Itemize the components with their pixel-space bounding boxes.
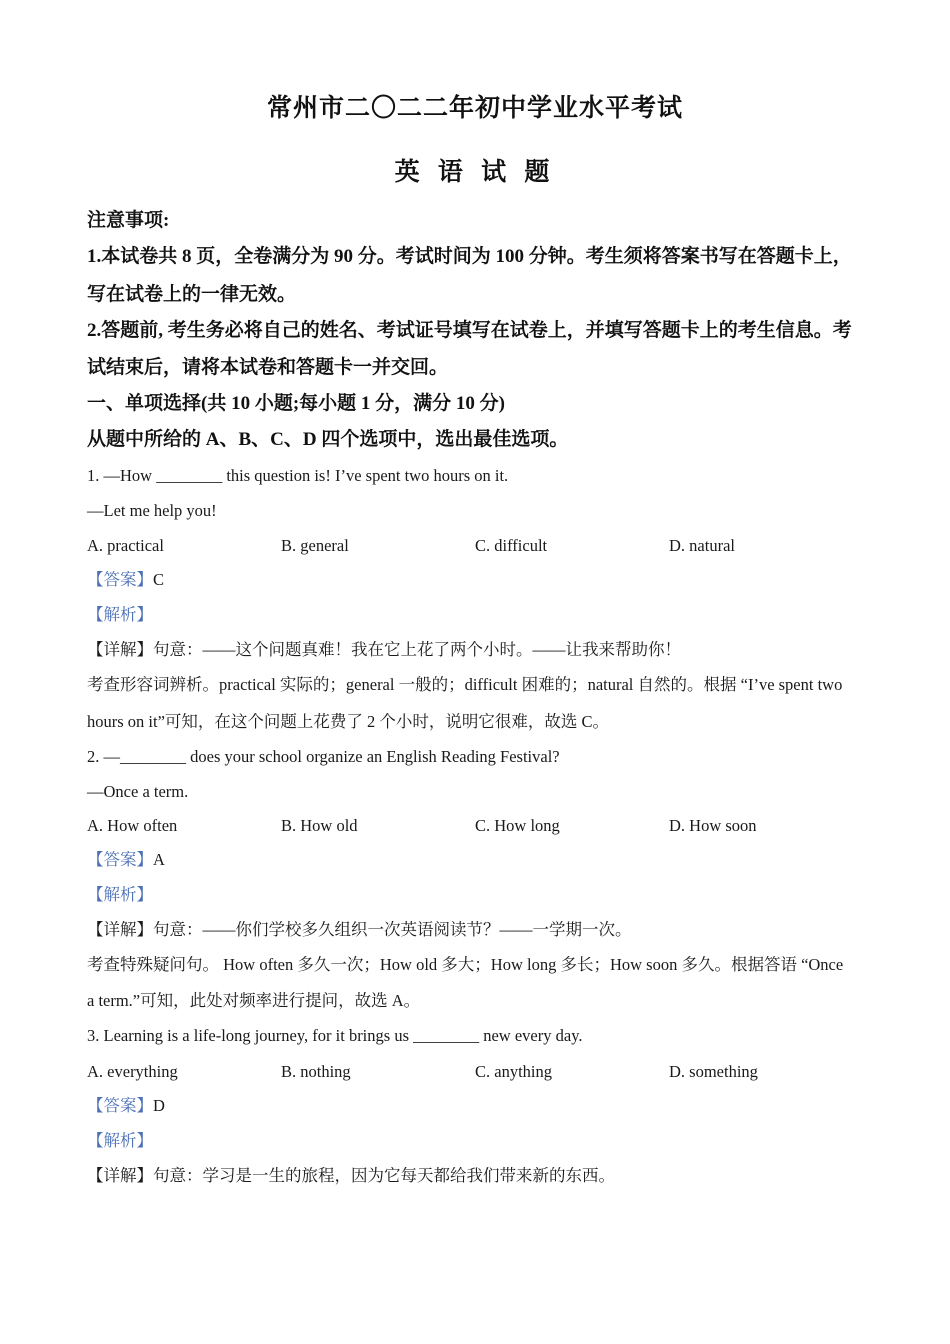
q2-detail [87,919,877,941]
exam-title: 常州市二〇二二年初中学业水平考试 [266,95,683,122]
answer-label: 【答案】 [87,570,153,589]
q2-detail-text: 句意：——你们学校多久组织一次英语阅读节？——一学期一次。 [153,920,632,939]
detail-label: 【详解】 [87,920,153,939]
section-instruction: 从题中所给的 A、B、C、D 四个选项中，选出最佳选项。 [87,429,569,450]
section-heading: 一、单项选择(共 10 小题;每小题 1 分，满分 10 分) [87,393,505,414]
q2-stem: 2. —________ does your school organize an English Reading Festival? [87,747,560,766]
q3-option-b: B. nothing [281,1062,351,1081]
q1-option-d: D. natural [669,536,735,555]
q3-option-d: D. something [669,1062,758,1081]
detail-label: 【详解】 [87,1166,153,1185]
q1-answer [87,569,877,591]
q2-answer [87,849,877,871]
q3-detail [87,1165,877,1187]
q2-answer-value: A [153,850,165,869]
analysis-label: 【解析】 [87,1131,153,1150]
notice-2-line-1: 2.答题前, 考生务必将自己的姓名、考试证号填写在试卷上，并填写答题卡上的考生信息。考 [87,320,852,341]
detail-label: 【详解】 [87,640,153,659]
q3-stem: 3. Learning is a life-long journey, for it brings us ________ new every day. [87,1026,583,1045]
notice-1-line-2: 写在试卷上的一律无效。 [87,284,297,305]
q2-option-c: C. How long [475,816,560,835]
q1-option-b: B. general [281,536,349,555]
q3-option-c: C. anything [475,1062,552,1081]
q2-option-a: A. How often [87,816,178,835]
exam-subtitle: 英 语 试 题 [394,159,556,186]
q3-answer-value: D [153,1096,165,1115]
q2-explanation-line-2: a term.”可知，此处对频率进行提问，故选 A。 [87,991,421,1010]
q2-option-b: B. How old [281,816,358,835]
notice-1-line-1: 1.本试卷共 8 页，全卷满分为 90 分。考试时间为 100 分钟。考生须将答案书写在答题卡上， [87,246,852,267]
q1-option-a: A. practical [87,536,164,555]
q1-answer-value: C [153,570,165,589]
q1-stem: 1. —How ________ this question is! I’ve spent two hours on it. [87,466,509,485]
q2-reply: —Once a term. [87,782,189,801]
q3-detail-text: 句意：学习是一生的旅程，因为它每天都给我们带来新的东西。 [153,1166,615,1185]
notice-heading: 注意事项: [87,210,170,231]
analysis-label: 【解析】 [87,605,153,624]
q1-explanation-line-2: hours on it”可知，在这个问题上花费了 2 个小时，说明它很难，故选 C。 [87,712,610,731]
q3-answer [87,1095,877,1117]
answer-label: 【答案】 [87,850,153,869]
answer-label: 【答案】 [87,1096,153,1115]
q1-explanation-line-1: 考查形容词辨析。practical 实际的；general 一般的；difficult 困难的；natural 自然的。根据 “I’ve spent two [87,675,843,694]
q2-analysis [87,884,877,906]
analysis-label: 【解析】 [87,885,153,904]
q3-option-a: A. everything [87,1062,178,1081]
q1-option-c: C. difficult [475,536,548,555]
q3-analysis [87,1130,877,1152]
q2-explanation-line-1: 考查特殊疑问句。 How often 多久一次；How old 多大；How long 多长；How soon 多久。根据答语 “Once [87,955,844,974]
q1-analysis [87,604,877,626]
q1-detail-text: 句意：——这个问题真难！我在它上花了两个小时。——让我来帮助你！ [153,640,681,659]
q1-detail [87,639,877,661]
notice-2-line-2: 试结束后，请将本试卷和答题卡一并交回。 [87,357,449,378]
q2-option-d: D. How soon [669,816,757,835]
q1-reply: —Let me help you! [87,501,217,520]
